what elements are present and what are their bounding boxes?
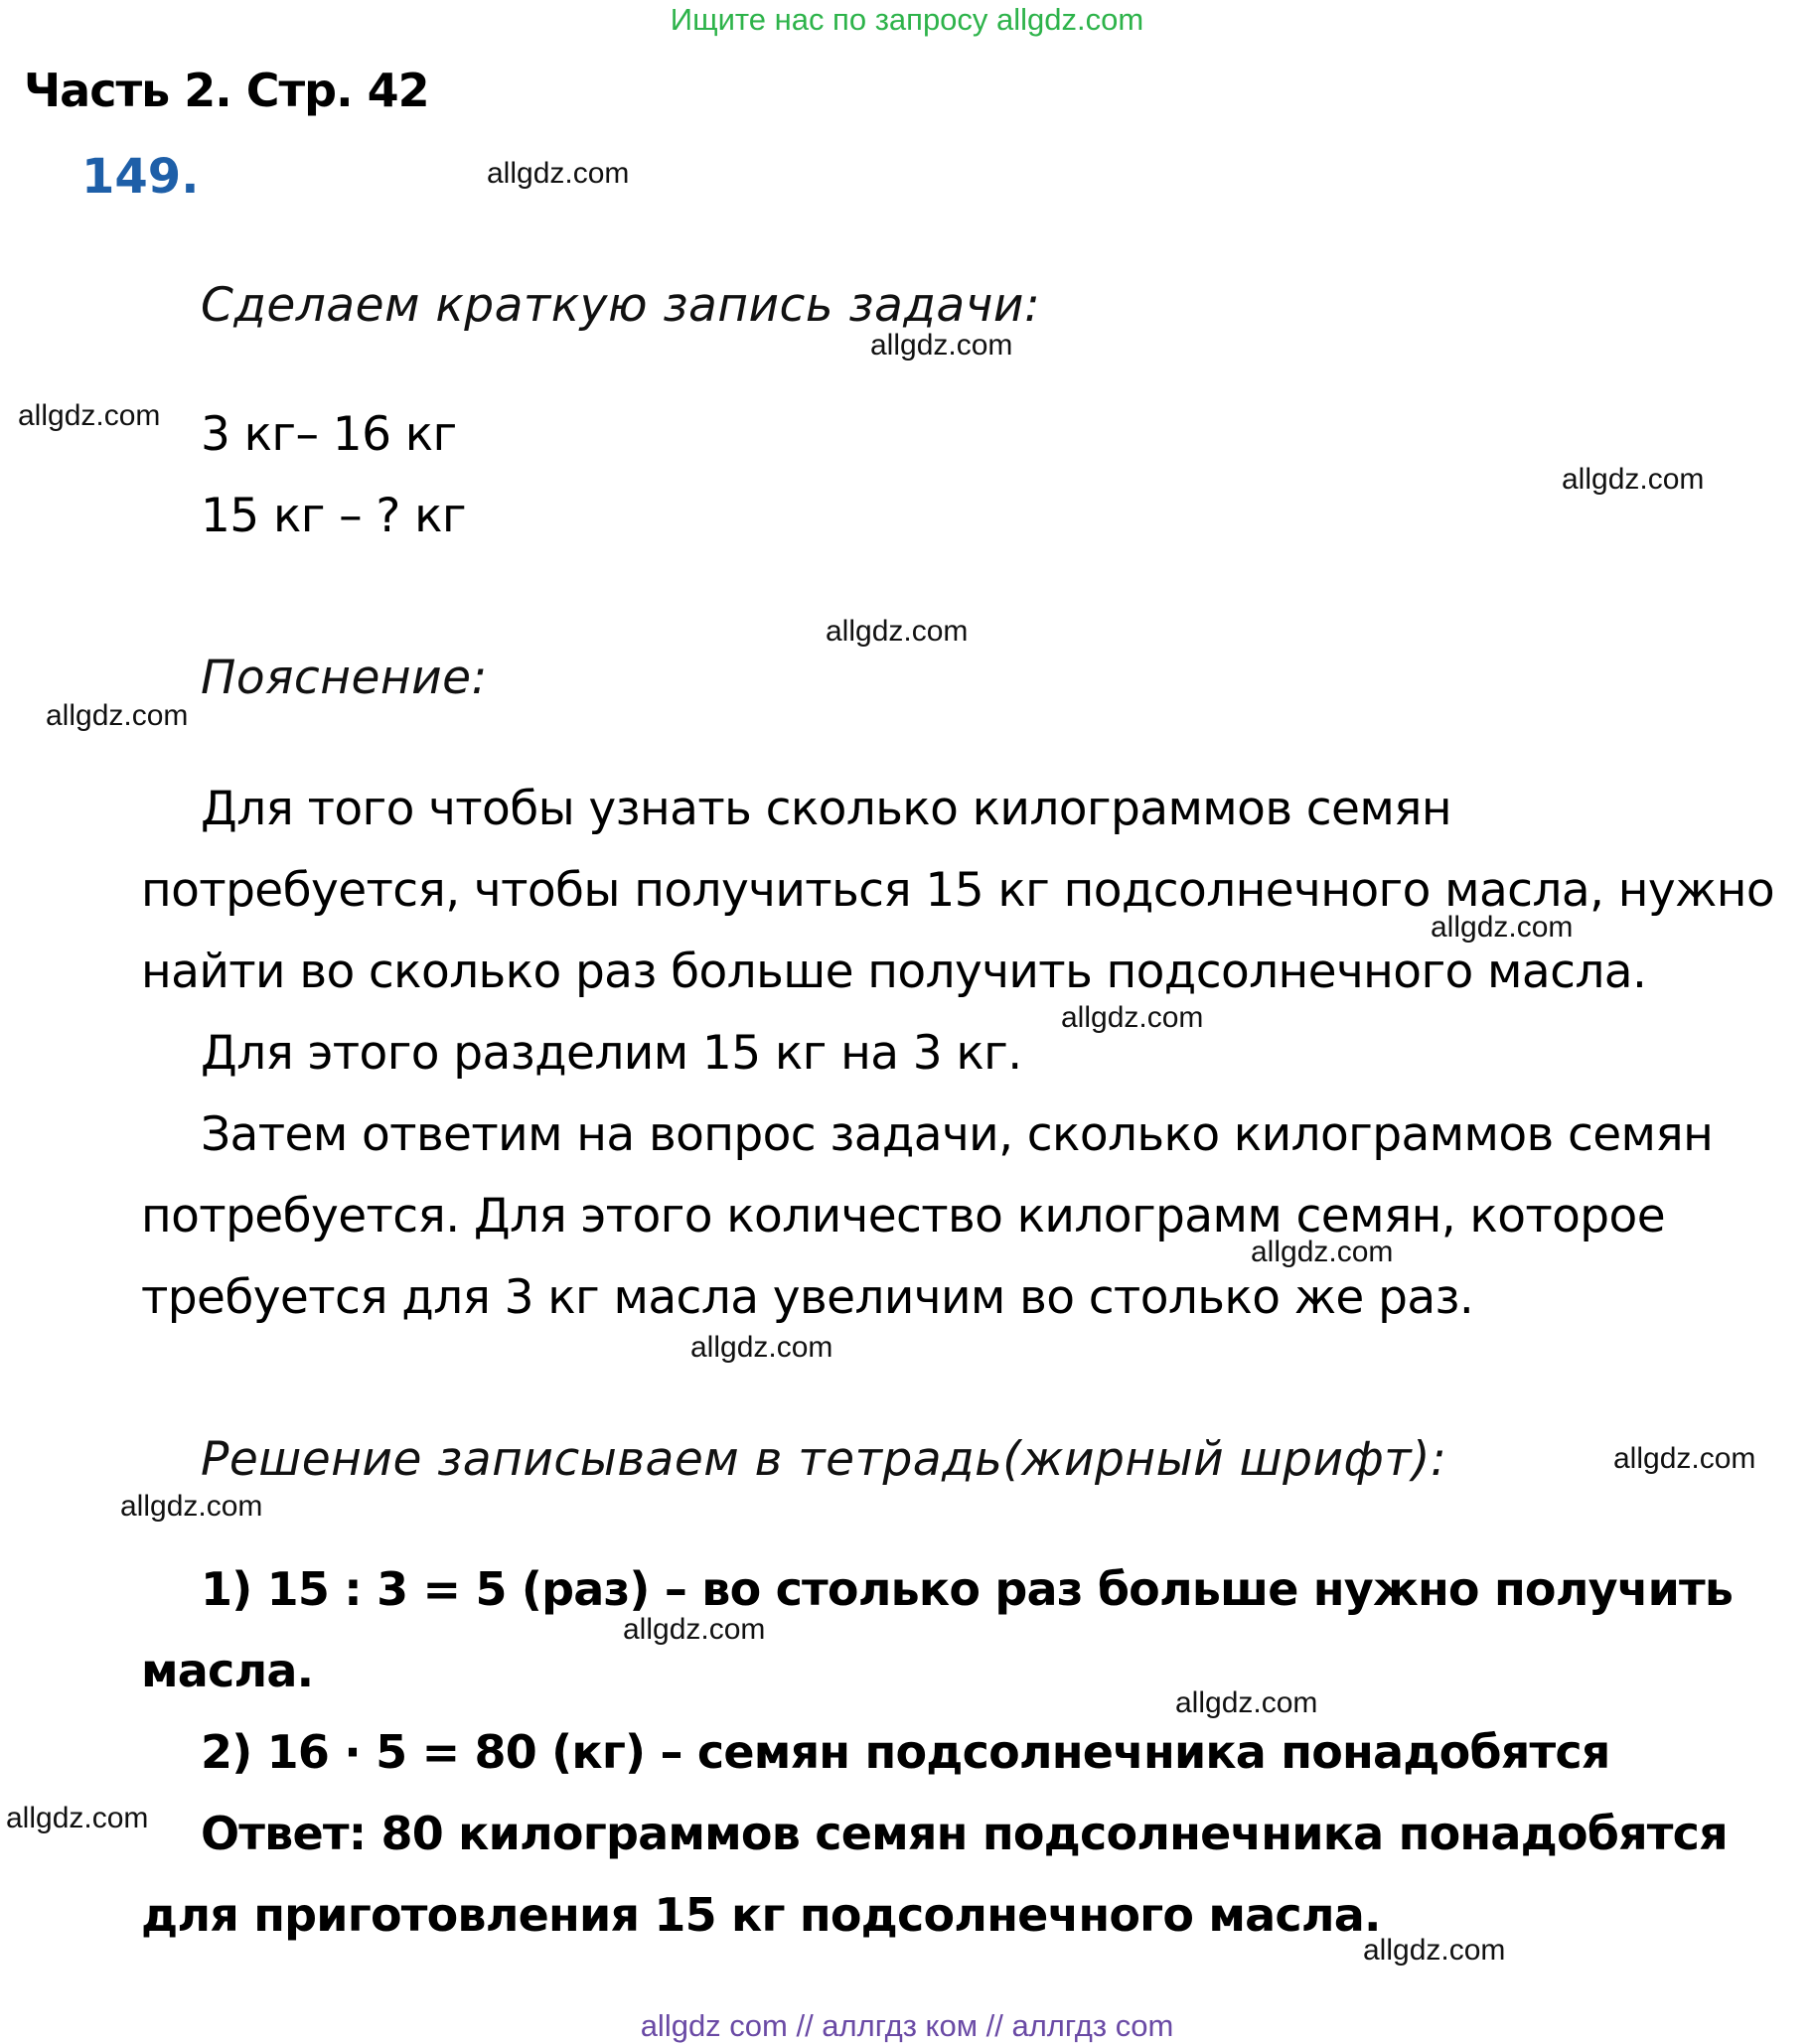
watermark: allgdz.com bbox=[487, 157, 630, 190]
watermark: allgdz.com bbox=[870, 329, 1013, 362]
solution-step-2: 2) 16 · 5 = 80 (кг) – семян подсолнечника понадобятся bbox=[201, 1725, 1610, 1779]
watermark: allgdz.com bbox=[1431, 911, 1574, 944]
short-record-line-2: 15 кг – ? кг bbox=[201, 489, 466, 543]
explanation-line-3: найти во сколько раз больше получить подсолнечного масла. bbox=[141, 945, 1647, 999]
short-record-line-1: 3 кг– 16 кг bbox=[201, 407, 457, 462]
page-title: Часть 2. Стр. 42 bbox=[24, 64, 429, 117]
short-record-heading: Сделаем краткую запись задачи: bbox=[201, 278, 1041, 333]
watermark: allgdz.com bbox=[623, 1613, 766, 1646]
explanation-heading: Пояснение: bbox=[201, 651, 488, 705]
watermark: allgdz.com bbox=[18, 399, 161, 432]
explanation-line-1: Для того чтобы узнать сколько килограммов семян bbox=[201, 782, 1451, 836]
watermark: allgdz.com bbox=[1562, 463, 1705, 496]
task-number: 149. bbox=[81, 149, 200, 205]
top-banner-link[interactable]: Ищите нас по запросу allgdz.com bbox=[670, 2, 1144, 37]
watermark: allgdz.com bbox=[690, 1331, 833, 1364]
watermark: allgdz.com bbox=[1251, 1236, 1394, 1268]
answer-line-1: Ответ: 80 килограммов семян подсолнечника понадобятся bbox=[201, 1807, 1728, 1860]
footer-links[interactable]: allgdz com // аллгдз ком // аллгдз com bbox=[640, 2008, 1174, 2043]
watermark: allgdz.com bbox=[1613, 1442, 1756, 1475]
explanation-line-6: потребуется. Для этого количество килограмм семян, которое bbox=[141, 1189, 1666, 1243]
watermark: allgdz.com bbox=[826, 615, 969, 648]
explanation-line-5: Затем ответим на вопрос задачи, сколько килограммов семян bbox=[201, 1107, 1714, 1162]
watermark: allgdz.com bbox=[120, 1490, 263, 1523]
watermark: allgdz.com bbox=[1061, 1001, 1204, 1034]
solution-step-1: 1) 15 : 3 = 5 (раз) – во столько раз больше нужно получить bbox=[201, 1562, 1734, 1616]
watermark: allgdz.com bbox=[1175, 1686, 1318, 1719]
watermark: allgdz.com bbox=[6, 1802, 149, 1834]
solution-heading: Решение записываем в тетрадь(жирный шрифт): bbox=[201, 1432, 1447, 1487]
solution-step-1-continued: масла. bbox=[141, 1644, 314, 1697]
watermark: allgdz.com bbox=[46, 699, 189, 732]
explanation-line-4: Для этого разделим 15 кг на 3 кг. bbox=[201, 1026, 1022, 1081]
explanation-line-2: потребуется, чтобы получиться 15 кг подсолнечного масла, нужно bbox=[141, 863, 1775, 918]
watermark: allgdz.com bbox=[1363, 1934, 1506, 1967]
explanation-line-7: требуется для 3 кг масла увеличим во столько же раз. bbox=[141, 1270, 1474, 1325]
answer-line-2: для приготовления 15 кг подсолнечного масла. bbox=[141, 1888, 1381, 1942]
